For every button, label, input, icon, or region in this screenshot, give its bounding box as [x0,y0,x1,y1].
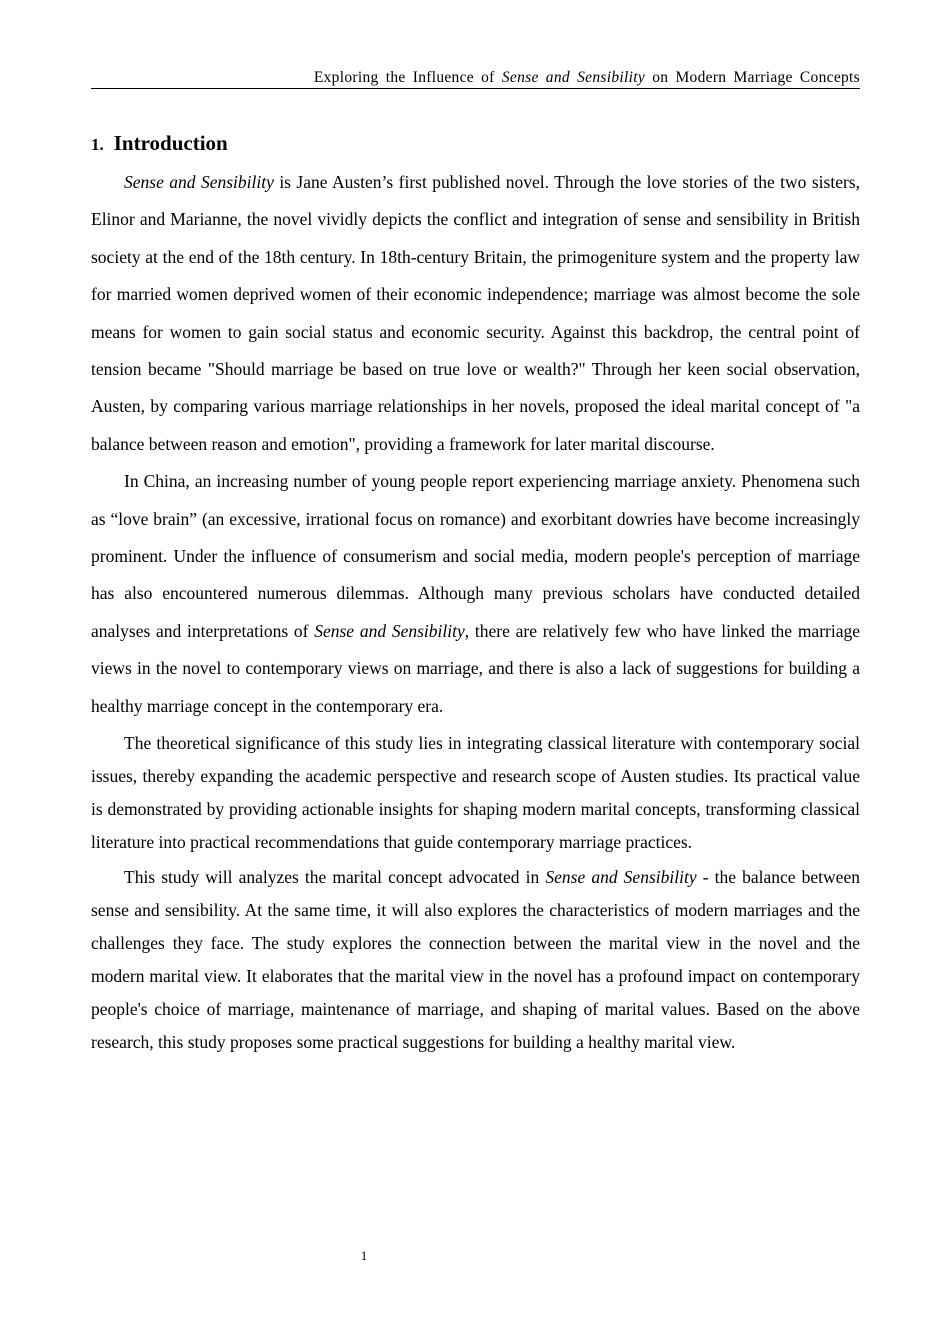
header-book-title: Sense and Sensibility [501,69,646,86]
section-title: Introduction [113,131,228,155]
header-prefix: Exploring the Influence of [313,69,495,86]
paragraph-text: The theoretical significance of this study lies in integrating classical literature with contemporary social issues, thereby expanding the academic perspective and research scope of Austen studies. Its practical value is demonstrated by providing actionable insights for shaping modern marital concepts, transforming classical literature into practical recommendations that guide contemporary marriage practices. [91,733,860,853]
paragraph-4 [91,861,860,1059]
paragraph-text: is Jane Austen’s first published novel. Through the love stories of the two sisters, Elinor and Marianne, the novel vividly depicts the conflict and integration of sense and sensibility in British society at the end of the 18th century. In 18th-century Britain, the primogeniture system and the property law for married women deprived women of their economic independence; marriage was almost become the sole means for women to gain social status and economic security. Against this backdrop, the central point of tension became "Should marriage be based on true love or wealth?" Through her keen social observation, Austen, by comparing various marriage relationships in her novels, proposed the ideal marital concept of "a balance between reason and emotion", providing a framework for later marital discourse. [91,172,860,454]
paragraph-text: This study will analyzes the marital concept advocated in [124,867,540,888]
paragraph-text: , there are relatively few who have linked the marriage views in the novel to contemporary views on marriage, and there is also a lack of suggestions for building a healthy marriage concept in the contemporary era. [91,620,861,716]
header-suffix: on Modern Marriage Concepts [652,69,860,86]
page-body [91,128,860,1059]
section-heading [91,128,860,158]
paragraph-2 [91,463,860,725]
section-number: 1. [91,135,104,154]
book-title-ref: Sense and Sensibility [124,172,274,192]
book-title-ref: Sense and Sensibility [545,867,697,888]
book-title-ref: Sense and Sensibility [314,620,465,641]
paragraph-text: In China, an increasing number of young people report experiencing marriage anxiety. Phenomena such as “love brain” (an excessive, irrational focus on romance) and exorbitant dowries have become increasingly prominent. Under the influence of consumerism and social media, modern people's perception of marriage has also encountered numerous dilemmas. Although many previous scholars have conducted detailed analyses and interpretations of [91,471,860,641]
paragraph-text: - the balance between sense and sensibility. At the same time, it will also explores the characteristics of modern marriages and the challenges they face. The study explores the connection between the marital view in the novel and the modern marital view. It elaborates that the marital view in the novel has a profound impact on contemporary people's choice of marriage, maintenance of marriage, and shaping of marital values. Based on the above research, this study proposes some practical suggestions for building a healthy marital view. [91,867,860,1053]
paragraph-3 [91,727,860,859]
paragraph-1 [91,164,860,463]
running-header [91,68,860,89]
page-number: 1 [360,1248,368,1263]
